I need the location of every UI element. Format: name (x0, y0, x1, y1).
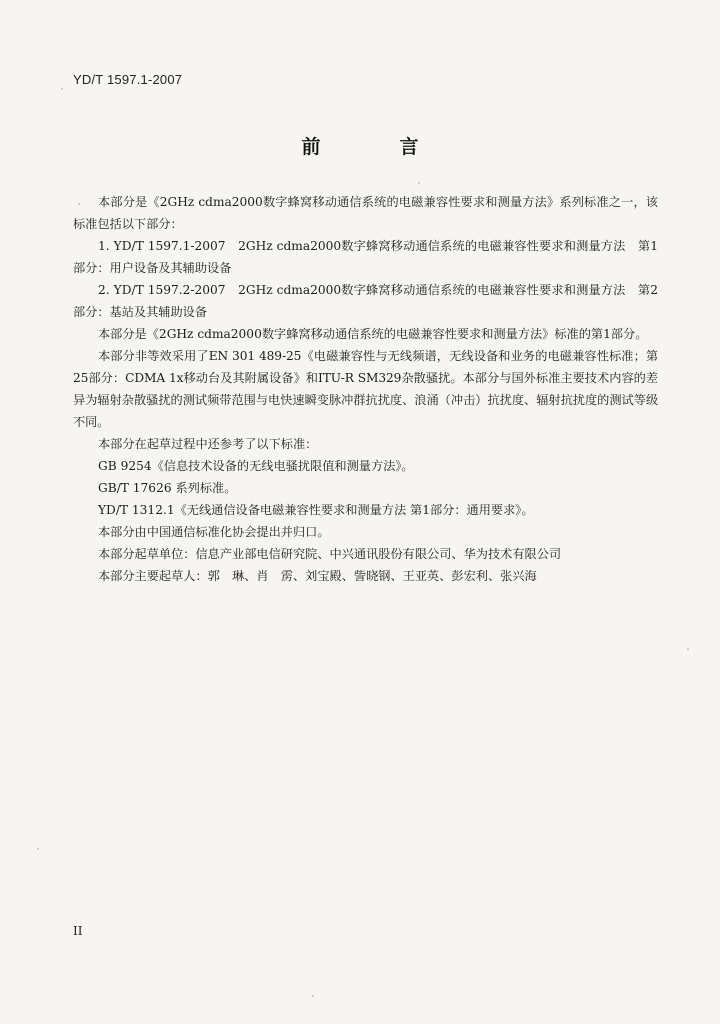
scan-speck (37, 848, 39, 850)
scan-speck (312, 995, 314, 997)
paragraph-reference-gb9254: GB 9254《信息技术设备的无线电骚扰限值和测量方法》。 (98, 459, 414, 473)
paragraph-references-intro: 本部分在起草过程中还参考了以下标准： (98, 437, 318, 451)
paragraph-this-part: 本部分是《2GHz cdma2000数字蜂窝移动通信系统的电磁兼容性要求和测量方法》标准的第1部分。 (98, 327, 648, 341)
paragraph-drafting-units: 本部分起草单位：信息产业部电信研究院、中兴通讯股份有限公司、华为技术有限公司 (98, 547, 562, 561)
scan-speck (418, 182, 420, 184)
preface-body (73, 191, 658, 587)
scan-speck (61, 88, 63, 90)
paragraph-adoption: 本部分非等效采用了EN 301 489-25《电磁兼容性与无线频谱，无线设备和业务的电磁兼容性标准；第25部分：CDMA 1x移动台及其附属设备》和ITU-R SM329杂散骚扰。本部分与国外标准主要技术内容的差异为辐射杂散骚扰的测试频带范围与电快速瞬变脉冲群抗扰度、浪涌（冲击）抗扰度、辐射抗扰度的测试等级不同。 (73, 349, 658, 429)
paragraph-reference-gbt17626: GB/T 17626 系列标准。 (98, 481, 237, 495)
paragraph-proposer: 本部分由中国通信标准化协会提出并归口。 (98, 525, 330, 539)
paragraph-drafters: 本部分主要起草人：郭 琳、肖 雳、刘宝殿、訾晓钢、王亚英、彭宏利、张兴海 (98, 569, 537, 583)
paragraph-part-2: 2. YD/T 1597.2-2007 2GHz cdma2000数字蜂窝移动通信系统的电磁兼容性要求和测量方法 第2部分：基站及其辅助设备 (73, 283, 658, 319)
standard-code-header: YD/T 1597.1-2007 (73, 72, 183, 87)
paragraph-series-intro: 本部分是《2GHz cdma2000数字蜂窝移动通信系统的电磁兼容性要求和测量方法》系列标准之一，该标准包括以下部分： (73, 195, 658, 231)
preface-title: 前 言 (301, 136, 449, 158)
paragraph-reference-ydt1312: YD/T 1312.1《无线通信设备电磁兼容性要求和测量方法 第1部分：通用要求》。 (98, 503, 534, 517)
scan-speck (78, 203, 80, 205)
paragraph-part-1: 1. YD/T 1597.1-2007 2GHz cdma2000数字蜂窝移动通信系统的电磁兼容性要求和测量方法 第1部分：用户设备及其辅助设备 (73, 239, 658, 275)
page-number: II (73, 924, 83, 938)
scan-speck (687, 648, 689, 650)
